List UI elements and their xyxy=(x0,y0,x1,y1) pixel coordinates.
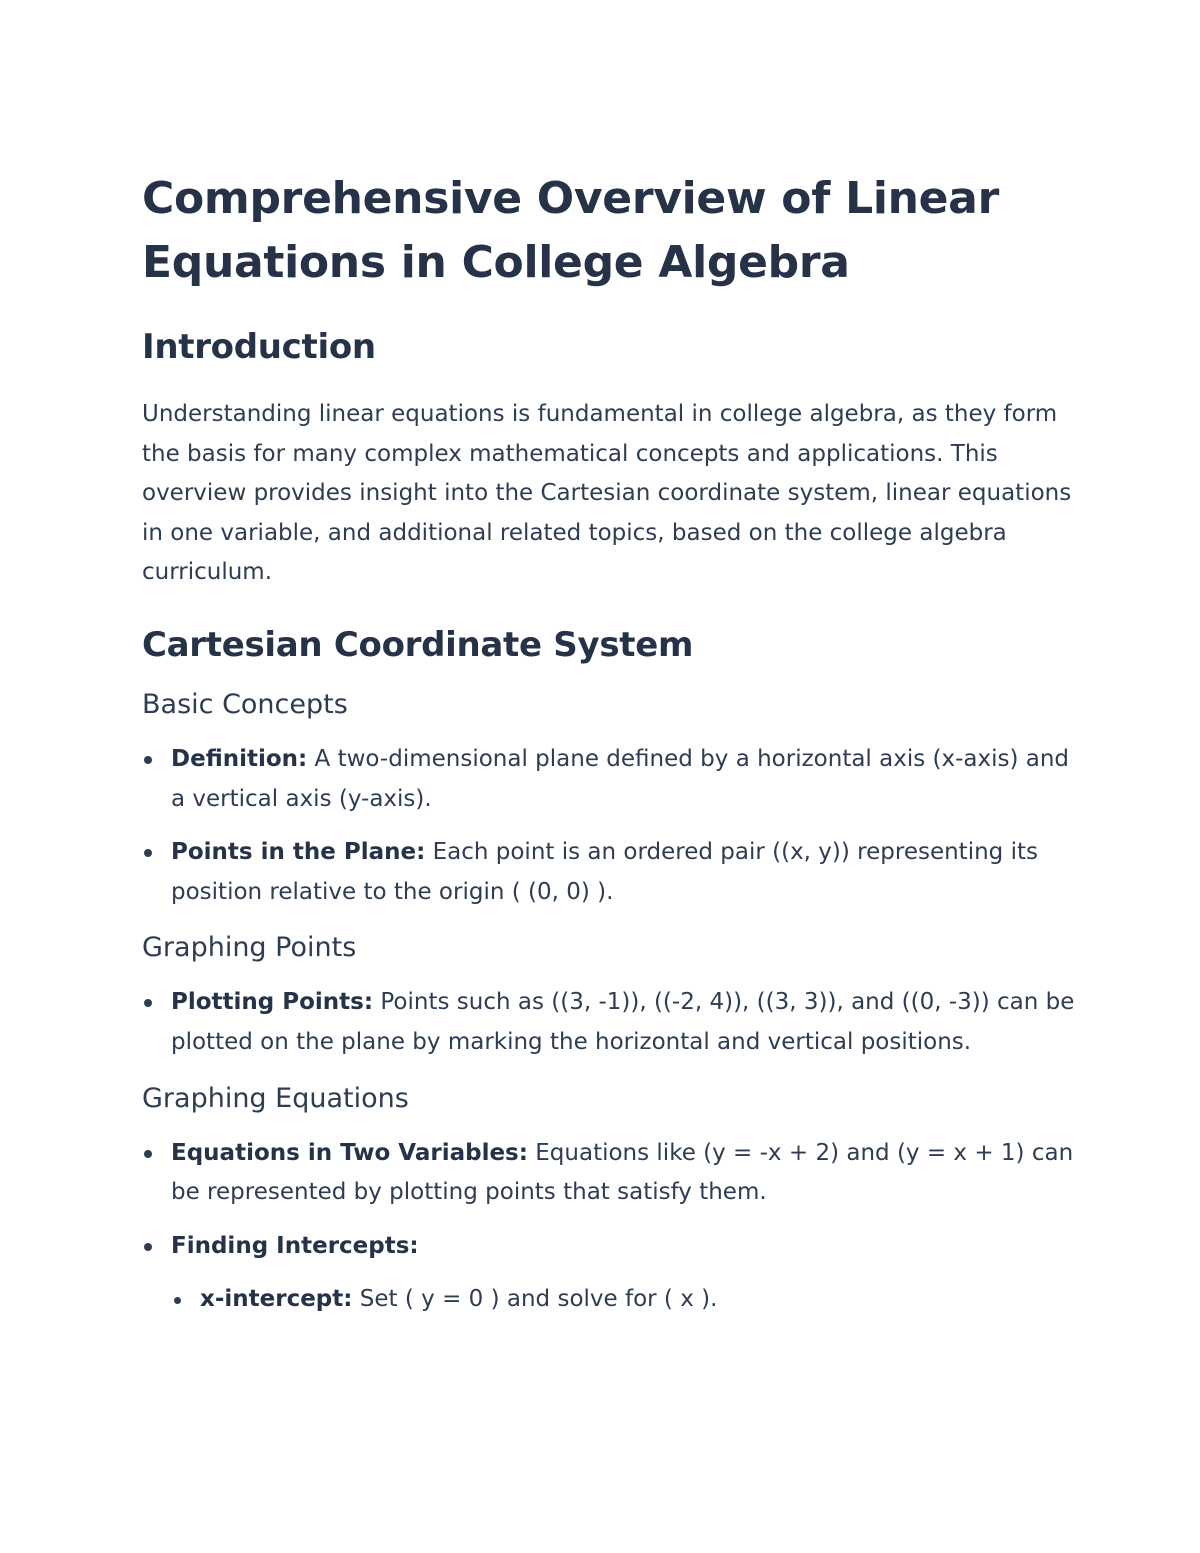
list-item xyxy=(142,983,1080,1062)
list-item-term: Definition: xyxy=(171,745,308,772)
graphing-points-list xyxy=(142,983,1080,1062)
sublist-item-term: x-intercept: xyxy=(200,1286,353,1313)
list-item-term: Equations in Two Variables: xyxy=(171,1139,528,1166)
subsection-heading-basic-concepts: Basic Concepts xyxy=(142,688,348,720)
section-heading-introduction: Introduction xyxy=(142,327,376,367)
list-item xyxy=(142,833,1080,912)
intercepts-sublist xyxy=(171,1280,1080,1320)
list-item-term: Plotting Points: xyxy=(171,989,374,1016)
sublist-item xyxy=(171,1280,1080,1320)
list-item-text: Each point is an ordered pair ((x, y)) representing its position relative to the origin ( (0, 0) ). xyxy=(171,839,1038,905)
intro-paragraph: Understanding linear equations is fundamental in college algebra, as they form the basis for many complex mathematical concepts and applications. This overview provides insight into the Cartesian coordinate system, linear equations in one variable, and additional related topics, based on the college algebra curriculum. xyxy=(142,401,1072,586)
section-heading-cartesian: Cartesian Coordinate System xyxy=(142,624,694,665)
list-item-text: Points such as ((3, -1)), ((-2, 4)), ((3, 3)), and ((0, -3)) can be plotted on the plane by marking the horizontal and vertical positions. xyxy=(171,989,1075,1055)
list-item xyxy=(142,1134,1080,1213)
list-item-term: Points in the Plane: xyxy=(171,839,426,866)
sublist-item-text: Set ( y = 0 ) and solve for ( x ). xyxy=(352,1286,718,1313)
document-title: Comprehensive Overview of Linear Equations in College Algebra xyxy=(142,173,999,288)
list-item-text: A two-dimensional plane defined by a horizontal axis (x-axis) and a vertical axis (y-axis). xyxy=(171,745,1070,812)
list-item-text: Equations like (y = -x + 2) and (y = x + 1) can be represented by plotting points that satisfy them. xyxy=(171,1139,1074,1206)
graphing-equations-list xyxy=(142,1134,1080,1320)
list-item xyxy=(142,740,1080,819)
basic-concepts-list xyxy=(142,740,1080,912)
subsection-heading-graphing-points: Graphing Points xyxy=(142,932,357,964)
subsection-heading-graphing-equations: Graphing Equations xyxy=(142,1082,409,1114)
list-item xyxy=(142,1227,1080,1320)
list-item-term: Finding Intercepts: xyxy=(171,1232,419,1259)
